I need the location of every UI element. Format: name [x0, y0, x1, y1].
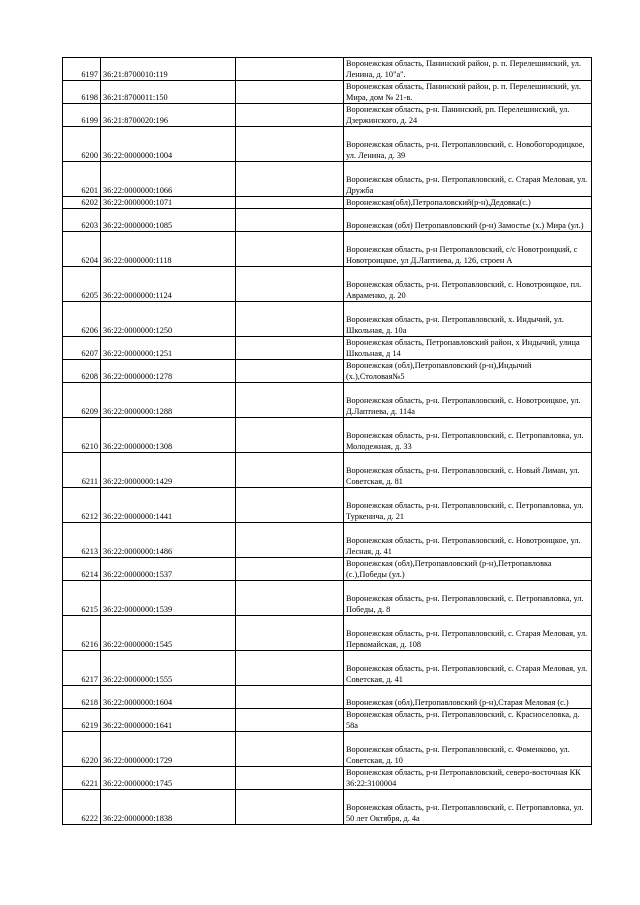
row-number: 6200: [63, 127, 101, 162]
row-number: 6209: [63, 383, 101, 418]
row-number: 6202: [63, 197, 101, 209]
table-row: [63, 616, 592, 651]
row-number: 6220: [63, 732, 101, 767]
table-row: [63, 651, 592, 686]
table-row: [63, 232, 592, 267]
empty-cell: [236, 197, 344, 209]
table-row: [63, 81, 592, 104]
empty-cell: [236, 651, 344, 686]
address: Воронежская область, р-н. Петропавловский, с. Фоменково, ул. Советская, д. 10: [344, 732, 592, 767]
cadastral-number: 36:22:0000000:1537: [101, 558, 236, 581]
address: Воронежская область, р-н. Петропавловский, с. Красноселовка, д. 58а: [344, 709, 592, 732]
table-row: [63, 209, 592, 232]
row-number: 6204: [63, 232, 101, 267]
table-row: [63, 267, 592, 302]
table-row: [63, 581, 592, 616]
table-row: [63, 337, 592, 360]
address: Воронежская область, р-н. Петропавловский, с. Старая Меловая, ул. Дружба: [344, 162, 592, 197]
cadastral-number: 36:22:0000000:1539: [101, 581, 236, 616]
address: Воронежская область, р-н. Петропавловский, с. Петропавловка, ул. 50 лет Октября, д. 4а: [344, 790, 592, 825]
address: Воронежская область, р-н. Петропавловский, с. Старая Меловая, ул. Первомайская, д. 108: [344, 616, 592, 651]
row-number: 6210: [63, 418, 101, 453]
empty-cell: [236, 302, 344, 337]
cadastral-number: 36:22:0000000:1278: [101, 360, 236, 383]
table-row: [63, 302, 592, 337]
cadastral-number: 36:22:0000000:1250: [101, 302, 236, 337]
table-row: [63, 790, 592, 825]
row-number: 6213: [63, 523, 101, 558]
address: Воронежская область, р-н. Петропавловский, с. Старая Меловая, ул. Советская, д. 41: [344, 651, 592, 686]
cadastral-number: 36:22:0000000:1288: [101, 383, 236, 418]
row-number: 6206: [63, 302, 101, 337]
cadastral-number: 36:22:0000000:1486: [101, 523, 236, 558]
empty-cell: [236, 104, 344, 127]
empty-cell: [236, 58, 344, 81]
empty-cell: [236, 418, 344, 453]
empty-cell: [236, 81, 344, 104]
table-row: [63, 488, 592, 523]
table-row: [63, 767, 592, 790]
table-row: [63, 732, 592, 767]
row-number: 6211: [63, 453, 101, 488]
row-number: 6198: [63, 81, 101, 104]
address: Воронежская область, р-н. Петропавловский, с. Новотроицкое, ул. Лесная, д. 41: [344, 523, 592, 558]
table-row: [63, 360, 592, 383]
empty-cell: [236, 383, 344, 418]
row-number: 6203: [63, 209, 101, 232]
cadastral-number: 36:22:0000000:1118: [101, 232, 236, 267]
table-row: [63, 383, 592, 418]
table-row: [63, 523, 592, 558]
empty-cell: [236, 360, 344, 383]
cadastral-number: 36:22:0000000:1441: [101, 488, 236, 523]
row-number: 6221: [63, 767, 101, 790]
address: Воронежская область, Петропавловский район, х Индычий, улица Школьная, д 14: [344, 337, 592, 360]
empty-cell: [236, 488, 344, 523]
address: Воронежская область, р-н. Петропавловский, с. Новотроицкое, ул. Д.Лаптиева, д. 114а: [344, 383, 592, 418]
empty-cell: [236, 453, 344, 488]
address: Воронежская (обл),Петропавловский (р-н),Старая Меловая (с.): [344, 686, 592, 709]
cadastral-number: 36:22:0000000:1545: [101, 616, 236, 651]
row-number: 6208: [63, 360, 101, 383]
row-number: 6197: [63, 58, 101, 81]
table-row: [63, 418, 592, 453]
table-row: [63, 104, 592, 127]
row-number: 6212: [63, 488, 101, 523]
row-number: 6214: [63, 558, 101, 581]
cadastral-number: 36:22:0000000:1429: [101, 453, 236, 488]
cadastral-number: 36:21:8700020:196: [101, 104, 236, 127]
row-number: 6199: [63, 104, 101, 127]
row-number: 6219: [63, 709, 101, 732]
empty-cell: [236, 709, 344, 732]
address: Воронежская область, р-н. Петропавловский, с. Новобогородицкое, ул. Ленина, д. 39: [344, 127, 592, 162]
address: Воронежская область, р-н. Петропавловский, с. Петропавловка, ул. Туркенича, д. 21: [344, 488, 592, 523]
empty-cell: [236, 790, 344, 825]
row-number: 6215: [63, 581, 101, 616]
cadastral-number: 36:22:0000000:1085: [101, 209, 236, 232]
address: Воронежская область, р-н. Петропавловский, с. Петропавловка, ул. Молодежная, д. 33: [344, 418, 592, 453]
cadastral-number: 36:22:0000000:1308: [101, 418, 236, 453]
cadastral-number: 36:21:8700010:119: [101, 58, 236, 81]
address: Воронежская область, р-н. Панинский, рп. Перелешинский, ул. Дзержинского, д. 24: [344, 104, 592, 127]
table-row: [63, 686, 592, 709]
address: Воронежская(обл),Петропаловский(р-н),Дедовка(с.): [344, 197, 592, 209]
empty-cell: [236, 127, 344, 162]
empty-cell: [236, 558, 344, 581]
row-number: 6218: [63, 686, 101, 709]
address: Воронежская область, р-н. Петропавловский, х. Индычий, ул. Школьная, д. 10а: [344, 302, 592, 337]
cadastral-number: 36:22:0000000:1604: [101, 686, 236, 709]
cadastral-number: 36:22:0000000:1251: [101, 337, 236, 360]
address: Воронежская область, р-н. Петропавловский, с. Новотроицкое, пл. Авраменко, д. 20: [344, 267, 592, 302]
row-number: 6217: [63, 651, 101, 686]
table-row: [63, 709, 592, 732]
row-number: 6216: [63, 616, 101, 651]
empty-cell: [236, 616, 344, 651]
empty-cell: [236, 232, 344, 267]
cadastral-number: 36:22:0000000:1641: [101, 709, 236, 732]
empty-cell: [236, 523, 344, 558]
address: Воронежская область, р-н Петропавловский, северо-восточная КК 36:22:3100004: [344, 767, 592, 790]
table-row: [63, 197, 592, 209]
empty-cell: [236, 162, 344, 197]
cadastral-number: 36:21:8700011:150: [101, 81, 236, 104]
table-row: [63, 58, 592, 81]
table-row: [63, 558, 592, 581]
address: Воронежская (обл) Петропавловский (р-н) Замостье (х.) Мира (ул.): [344, 209, 592, 232]
address: Воронежская (обл),Петропавловский (р-н),Индычий (х.),Столовая№5: [344, 360, 592, 383]
cadastral-number: 36:22:0000000:1124: [101, 267, 236, 302]
empty-cell: [236, 767, 344, 790]
row-number: 6207: [63, 337, 101, 360]
cadastral-number: 36:22:0000000:1004: [101, 127, 236, 162]
row-number: 6201: [63, 162, 101, 197]
row-number: 6222: [63, 790, 101, 825]
cadastral-number: 36:22:0000000:1066: [101, 162, 236, 197]
cadastral-number: 36:22:0000000:1555: [101, 651, 236, 686]
table-row: [63, 162, 592, 197]
cadastral-number: 36:22:0000000:1729: [101, 732, 236, 767]
cadastral-number: 36:22:0000000:1838: [101, 790, 236, 825]
empty-cell: [236, 337, 344, 360]
empty-cell: [236, 581, 344, 616]
empty-cell: [236, 209, 344, 232]
row-number: 6205: [63, 267, 101, 302]
registry-table: [62, 57, 592, 825]
address: Воронежская область, Панинский район, р. п. Перелешинский, ул. Ленина, д. 10"а".: [344, 58, 592, 81]
table-row: [63, 453, 592, 488]
cadastral-number: 36:22:0000000:1071: [101, 197, 236, 209]
registry-table-body: [63, 58, 592, 825]
empty-cell: [236, 686, 344, 709]
cadastral-number: 36:22:0000000:1745: [101, 767, 236, 790]
empty-cell: [236, 732, 344, 767]
address: Воронежская область, р-н. Петропавловский, с. Петропавловка, ул. Победы, д. 8: [344, 581, 592, 616]
address: Воронежская область, Панинский район, р. п. Перелешинский, ул. Мира, дом № 21-в.: [344, 81, 592, 104]
address: Воронежская область, р-н Петропавловский, с/с Новотроицкий, с Новотроицкое, ул Д.Лаптиева, д. 126, строен А: [344, 232, 592, 267]
table-row: [63, 127, 592, 162]
address: Воронежская (обл),Петропавловский (р-н),Петропавловка (с.),Победы (ул.): [344, 558, 592, 581]
address: Воронежская область, р-н. Петропавловский, с. Новый Лиман, ул. Советская, д. 81: [344, 453, 592, 488]
empty-cell: [236, 267, 344, 302]
